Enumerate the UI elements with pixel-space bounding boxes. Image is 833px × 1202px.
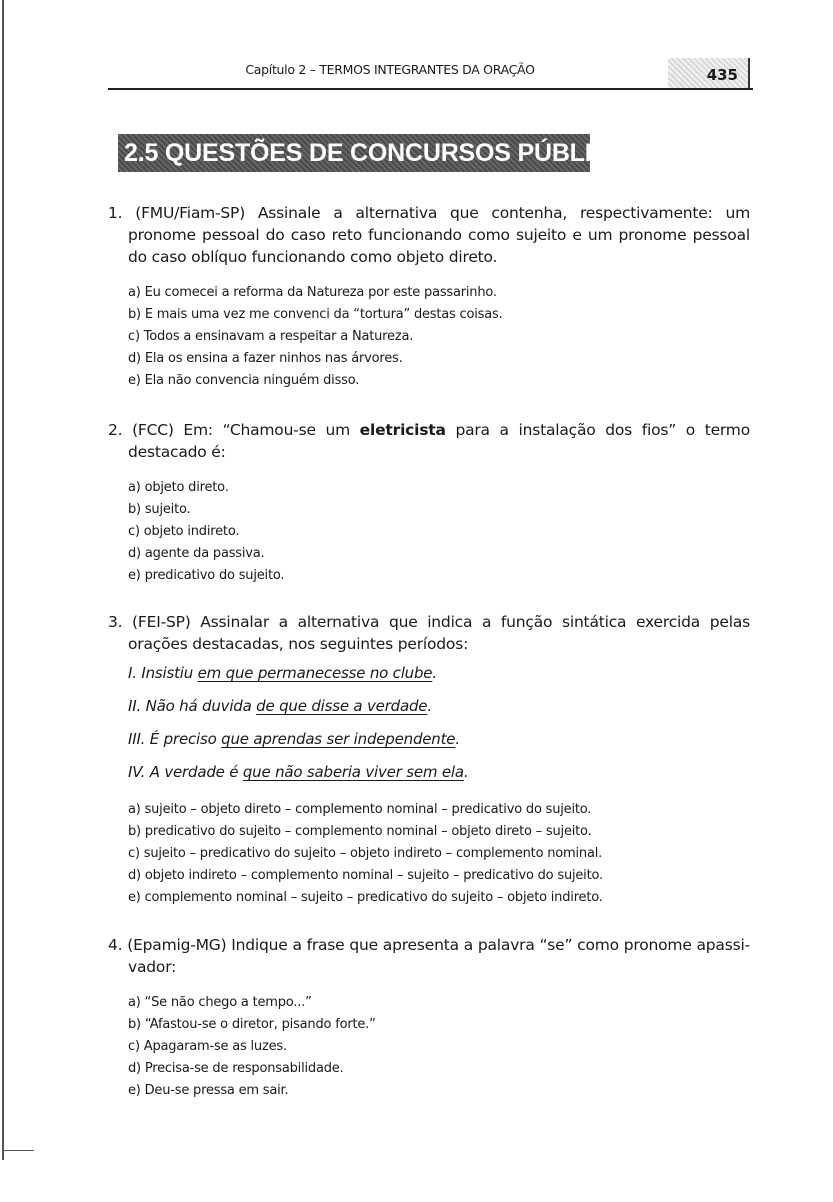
period-item: III. É preciso que aprendas ser independente. (128, 730, 460, 748)
question-text: 3. (FEI-SP) Assinalar a alternativa que indica a função sintática exercida pelas orações destacadas, nos seguintes períodos: (108, 613, 750, 653)
question-text: 1. (FMU/Fiam-SP) Assinale a alternativa que contenha, respectivamente: um pronome pessoal do caso reto funcionando como sujeito e um pronome pessoal do caso oblíquo funcionando como objeto direto. (108, 204, 750, 266)
option: a) “Se não chego a tempo...” (128, 995, 312, 1010)
option: d) Precisa-se de responsabilidade. (128, 1061, 344, 1076)
section-title: 2.5 QUESTÕES DE CONCURSOS PÚBLICOS (118, 134, 590, 172)
option: e) complemento nominal – sujeito – predicativo do sujeito – objeto indireto. (128, 890, 603, 905)
option: b) sujeito. (128, 502, 191, 517)
header-rule (108, 88, 753, 90)
option: c) sujeito – predicativo do sujeito – objeto indireto – complemento nominal. (128, 846, 603, 861)
question-2 (108, 419, 750, 587)
option: d) Ela os ensina a fazer ninhos nas árvores. (128, 351, 403, 366)
option: e) Ela não convencia ninguém disso. (128, 373, 360, 388)
option: b) “Afastou-se o diretor, pisando forte.” (128, 1017, 376, 1032)
running-header: Capítulo 2 – TERMOS INTEGRANTES DA ORAÇÃO (245, 62, 535, 77)
option: e) Deu-se pressa em sair. (128, 1083, 289, 1098)
period-item: IV. A verdade é que não saberia viver sem ela. (128, 763, 469, 781)
option: e) predicativo do sujeito. (128, 568, 285, 583)
option: d) objeto indireto – complemento nominal – sujeito – predicativo do sujeito. (128, 868, 603, 883)
option: c) Apagaram-se as luzes. (128, 1039, 287, 1054)
period-item: I. Insistiu em que permanecesse no clube. (128, 664, 437, 682)
option: a) sujeito – objeto direto – complemento nominal – predicativo do sujeito. (128, 802, 592, 817)
option: c) Todos a ensinavam a respeitar a Natureza. (128, 329, 414, 344)
period-item: II. Não há duvida de que disse a verdade. (128, 697, 432, 715)
scan-edge-foot (4, 1150, 34, 1151)
highlighted-term: eletricista (359, 421, 446, 439)
question-3 (108, 611, 750, 909)
option: a) Eu comecei a reforma da Natureza por este passarinho. (128, 285, 497, 300)
question-1 (108, 202, 750, 392)
scan-edge (2, 0, 4, 1160)
option: b) E mais uma vez me convenci da “tortura” destas coisas. (128, 307, 503, 322)
option: d) agente da passiva. (128, 546, 265, 561)
option: b) predicativo do sujeito – complemento nominal – objeto direto – sujeito. (128, 824, 592, 839)
option: c) objeto indireto. (128, 524, 240, 539)
question-text: 2. (FCC) Em: “Chamou-se um eletricista para a instalação dos fios” o termo destacado é: (108, 421, 750, 461)
option: a) objeto direto. (128, 480, 229, 495)
page-number: 435 (668, 58, 750, 90)
question-4 (108, 934, 750, 1102)
question-text: 4. (Epamig-MG) Indique a frase que apresenta a palavra “se” como pronome apassi-vador: (108, 936, 750, 976)
